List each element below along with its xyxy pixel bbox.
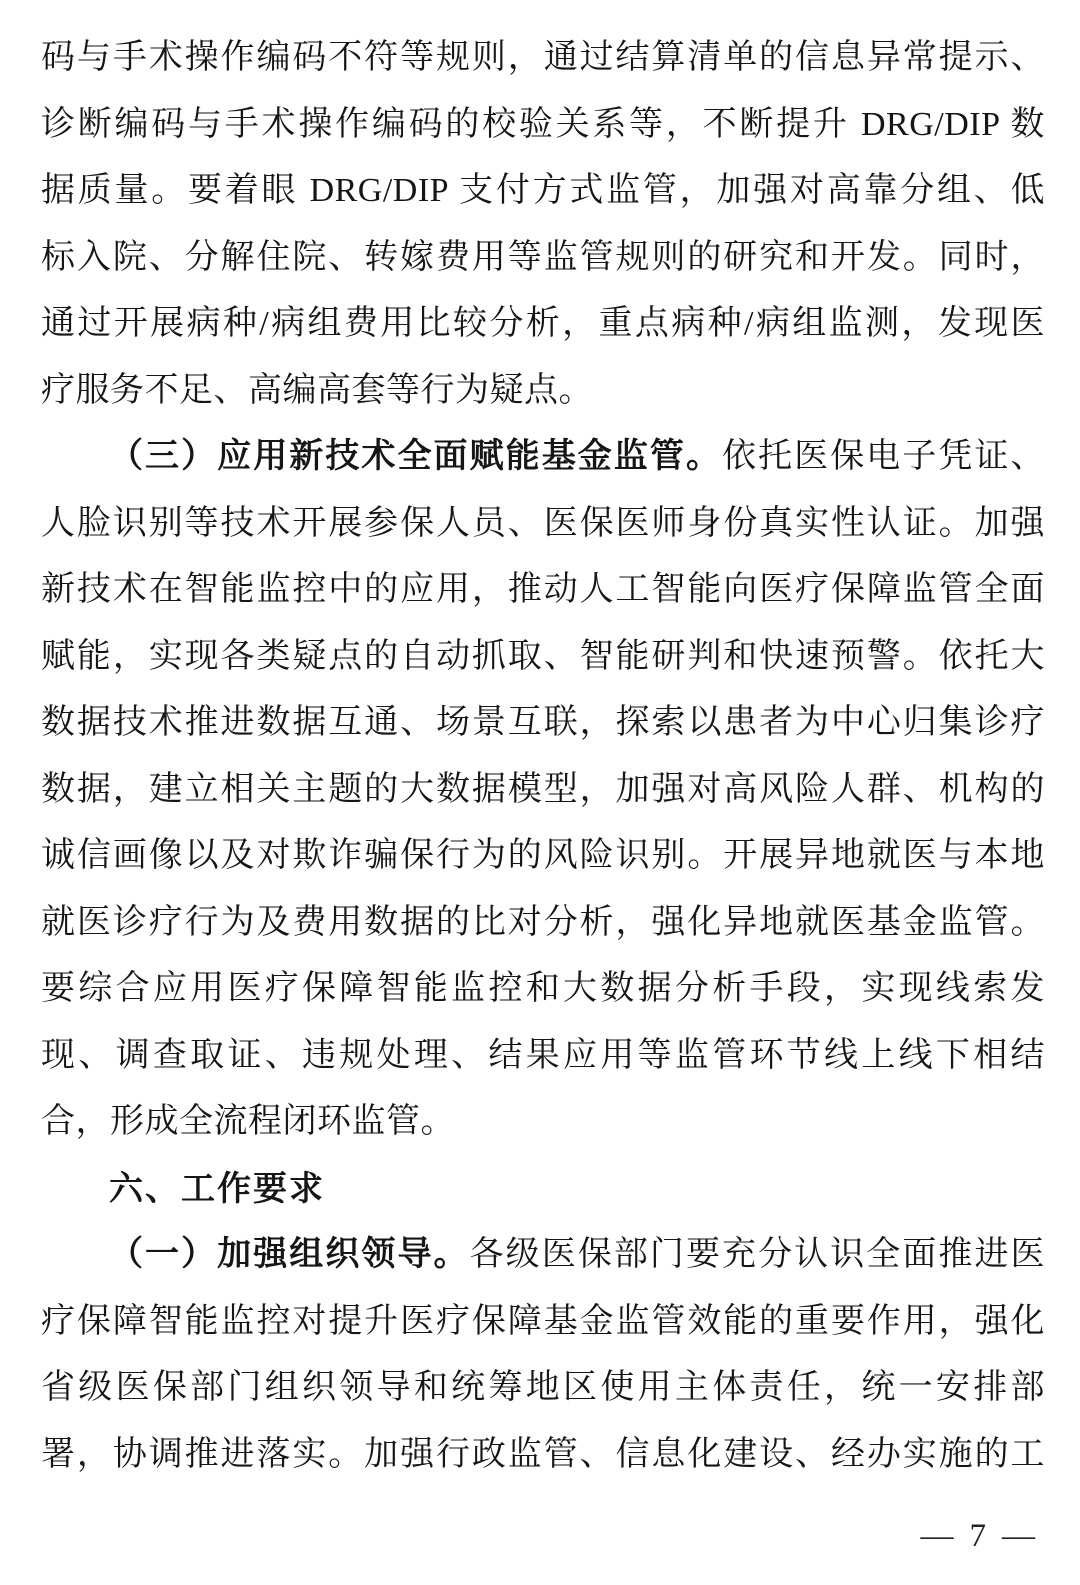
text-line: 要综合应用医疗保障智能监控和大数据分析手段，实现线索发 bbox=[41, 970, 1045, 1007]
text-line: 现、调查取证、违规处理、结果应用等监管环节线上线下相结 bbox=[41, 1036, 1045, 1074]
footer-dash: — bbox=[1002, 1518, 1035, 1554]
section-heading: 六、工作要求 bbox=[109, 1169, 325, 1208]
section-lead-bold: （三）应用新技术全面赋能基金监管。 bbox=[109, 438, 723, 475]
section-lead-bold: （一）加强组织领导。 bbox=[109, 1236, 470, 1273]
paragraph-lead-line bbox=[41, 1222, 1045, 1289]
text-line: 数据技术推进数据互通、场景互联，探索以患者为中心归集诊疗 bbox=[41, 704, 1045, 741]
text-line: 人脸识别等技术开展参保人员、医保医师身份真实性认证。加强 bbox=[41, 504, 1045, 542]
text-line: 通过开展病种/病组费用比较分析，重点病种/病组监测，发现医 bbox=[41, 305, 1045, 342]
text-line: 省级医保部门组织领导和统筹地区使用主体责任，统一安排部 bbox=[41, 1369, 1045, 1406]
paragraph-end-line: 合，形成全流程闭环监管。 bbox=[41, 1103, 455, 1140]
lead-line-rest: 各级医保部门要充分认识全面推进医 bbox=[469, 1236, 1046, 1273]
text-line: 新技术在智能监控中的应用，推动人工智能向医疗保障监管全面 bbox=[41, 571, 1045, 608]
text-line: 据质量。要着眼 DRG/DIP 支付方式监管，加强对高靠分组、低 bbox=[41, 172, 1045, 209]
text-line: 诊断编码与手术操作编码的校验关系等，不断提升 DRG/DIP 数 bbox=[41, 105, 1045, 143]
text-line: 标入院、分解住院、转嫁费用等监管规则的研究和开发。同时， bbox=[41, 238, 1045, 276]
footer-dash: — bbox=[920, 1518, 954, 1554]
text-line: 疗保障智能监控对提升医疗保障基金监管效能的重要作用，强化 bbox=[41, 1302, 1045, 1340]
paragraph-end-line: 疗服务不足、高编高套等行为疑点。 bbox=[41, 371, 593, 409]
page-footer bbox=[921, 1516, 1036, 1556]
text-line: 赋能，实现各类疑点的自动抓取、智能研判和快速预警。依托大 bbox=[41, 637, 1045, 675]
text-line: 诚信画像以及对欺诈骗保行为的风险识别。开展异地就医与本地 bbox=[41, 837, 1045, 874]
text-line: 数据，建立相关主题的大数据模型，加强对高风险人群、机构的 bbox=[41, 770, 1045, 808]
page-number: 7 bbox=[969, 1518, 986, 1554]
text-line: 码与手术操作编码不符等规则，通过结算清单的信息异常提示、 bbox=[41, 39, 1045, 76]
lead-line-rest: 依托医保电子凭证、 bbox=[722, 438, 1046, 475]
document-body bbox=[41, 25, 1045, 1488]
text-line: 署，协调推进落实。加强行政监管、信息化建设、经办实施的工 bbox=[41, 1435, 1045, 1473]
paragraph-lead-line bbox=[41, 424, 1045, 491]
text-line: 就医诊疗行为及费用数据的比对分析，强化异地就医基金监管。 bbox=[41, 903, 1045, 941]
